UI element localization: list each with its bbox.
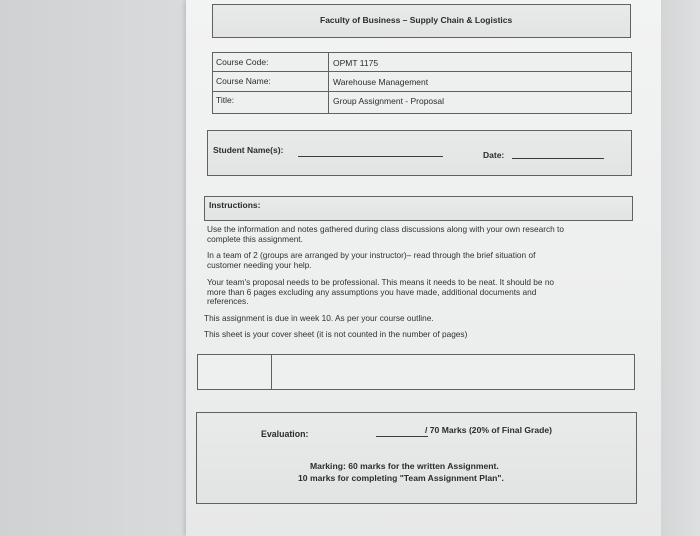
course-name-label: Course Name: (216, 76, 271, 86)
title-label: Title: (216, 95, 235, 105)
instruction-paragraph (207, 225, 627, 244)
evaluation-label: Evaluation: (261, 429, 309, 439)
evaluation-score-line[interactable] (376, 436, 428, 437)
instruction-line: Your team's proposal needs to be professional. This means it needs to be neat. It should be no (207, 277, 555, 287)
course-name-value: Warehouse Management (333, 77, 429, 87)
instruction-line: Use the information and notes gathered during class discussions along with your own research to (207, 224, 564, 234)
evaluation-box (196, 412, 637, 504)
student-name-line[interactable] (298, 156, 443, 157)
instruction-paragraph (207, 251, 627, 270)
course-table-row-line (212, 71, 632, 72)
marking-line-2: 10 marks for completing "Team Assignment Plan". (298, 473, 504, 483)
blank-field-divider (271, 354, 272, 390)
student-name-label: Student Name(s): (213, 145, 284, 155)
instruction-paragraph (204, 314, 624, 324)
instructions-heading: Instructions: (209, 200, 261, 210)
blank-field-box[interactable] (197, 354, 635, 390)
instructions-heading-box (204, 196, 633, 221)
instruction-line: complete this assignment. (207, 233, 303, 244)
instruction-line: This sheet is your cover sheet (it is not counted in the number of pages) (204, 329, 468, 339)
instruction-line: customer needing your help. (207, 259, 312, 270)
date-line[interactable] (512, 158, 604, 159)
background-edge (661, 0, 700, 536)
course-code-label: Course Code: (216, 57, 269, 67)
instruction-line: In a team of 2 (groups are arranged by your instructor)– read through the brief situation of (207, 250, 536, 260)
instruction-line: more than 6 pages excluding any assumptions you have made, additional documents and (207, 286, 537, 297)
date-label: Date: (483, 150, 505, 160)
header-title: Faculty of Business – Supply Chain & Logistics (320, 15, 513, 25)
course-table-divider (328, 52, 329, 114)
course-table-row-line (212, 91, 632, 92)
course-code-value: OPMT 1175 (333, 58, 379, 68)
title-value: Group Assignment - Proposal (333, 96, 445, 106)
instruction-paragraph (204, 330, 624, 340)
evaluation-marks: / 70 Marks (20% of Final Grade) (425, 425, 553, 435)
instruction-line: references. (207, 296, 249, 306)
instruction-line: This assignment is due in week 10. As per your course outline. (204, 313, 434, 323)
marking-line-1: Marking: 60 marks for the written Assignment. (310, 461, 499, 471)
instruction-paragraph (207, 278, 627, 307)
